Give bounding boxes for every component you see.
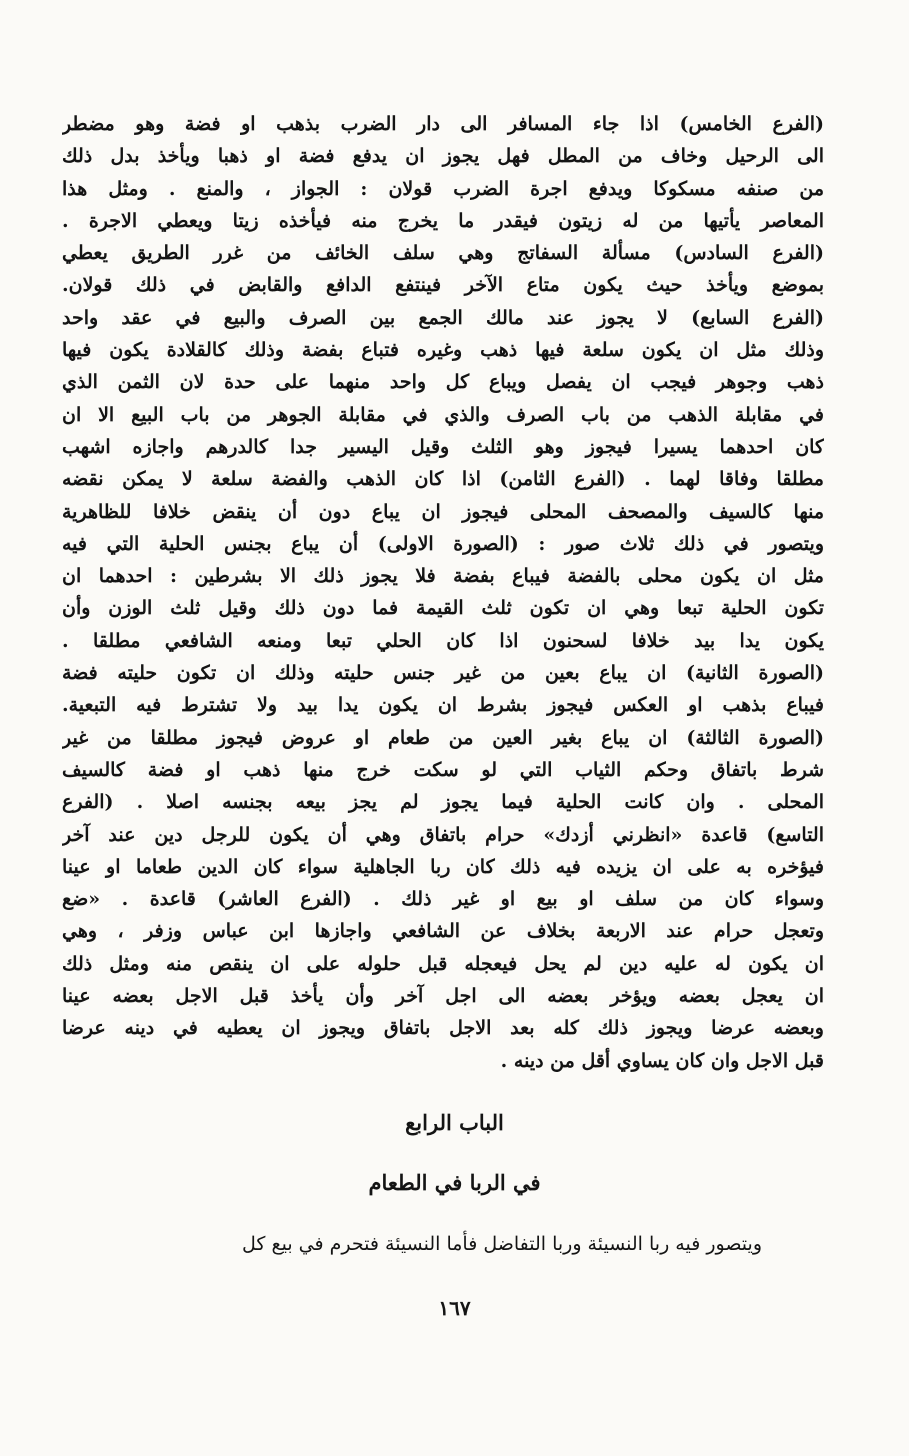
text-line: التاسع) قاعدة «انظرني أزدك» حرام باتفاق وهي أن يكون للرجل دين عند آخر <box>62 823 824 846</box>
text-line: الى الرحيل وخاف من المطل فهل يجوز ان يدفع فضة او ذهبا ويأخذ بدل ذلك <box>62 145 824 168</box>
trailing-paragraph <box>62 1228 762 1260</box>
text-line: ويتصور فيه ربا النسيئة وربا التفاضل فأما النسيئة فتحرم في بيع كل <box>242 1233 762 1255</box>
page-number: ١٦٧ <box>438 1296 471 1320</box>
body-text <box>62 108 824 1077</box>
text-line: قبل الاجل وان كان يساوي أقل من دينه . <box>500 1049 824 1072</box>
text-line: ان يكون له عليه دين لم يحل فيعجله قبل حلوله على ان ينقص منه ومثل ذلك <box>62 952 824 975</box>
text-line: فيباع بذهب او العكس فيجوز بشرط ان يكون يدا بيد ولا تشترط فيه التبعية. <box>62 694 824 717</box>
text-line: ويتصور في ذلك ثلاث صور : (الصورة الاولى) أن يباع بجنس الحلية التي فيه <box>62 532 824 555</box>
text-line: فيؤخره به على ان يزيده فيه ذلك كان ربا الجاهلية سواء كان الدين طعاما او عينا <box>62 855 824 878</box>
text-line: من صنفه مسكوكا ويدفع اجرة الضرب قولان : الجواز ، والمنع . ومثل هذا <box>62 177 824 200</box>
text-line: كان احدهما يسيرا فيجوز وهو الثلث وقيل اليسير جدا كالدرهم واجازه اشهب <box>62 435 824 458</box>
text-line: (الصورة الثانية) ان يباع بعين من غير جنس حليته وذلك ان تكون حليته فضة <box>62 662 824 685</box>
text-line: مطلقا وفاقا لهما . (الفرع الثامن) اذا كان الذهب والفضة سلعة لا يمكن نقضه <box>62 468 824 491</box>
text-line: (الفرع السادس) مسألة السفاتج وهي سلف الخائف من غرر الطريق يعطي <box>62 242 824 265</box>
text-line: المعاصر يأتيها من له زيتون فيقدر ما يخرج منه فيأخذه زيتا ويعطي الاجرة . <box>62 209 824 232</box>
text-line: في مقابلة الذهب من باب الصرف والذي في مقابلة الجوهر من باب البيع الا ان <box>62 403 824 426</box>
text-line: ان يعجل بعضه ويؤخر بعضه الى اجل آخر وأن يأخذ قبل الاجل بعضه عينا <box>62 985 824 1008</box>
text-line: تكون الحلية تبعا وهي ان تكون ثلث القيمة فما دون ذلك وقيل ثلث الوزن وأن <box>62 597 824 620</box>
text-line: ذهب وجوهر فيجب ان يفصل ويباع كل واحد منهما على حدة لان الثمن الذي <box>62 371 824 394</box>
text-line: المحلى . وان كانت الحلية فيما يجوز لم يجز بيعه بجنسه اصلا . (الفرع <box>62 791 824 814</box>
text-line: (الفرع الخامس) اذا جاء المسافر الى دار الضرب بذهب او فضة وهو مضطر <box>62 113 824 135</box>
chapter-subheading: في الربا في الطعام <box>368 1170 541 1195</box>
text-line: وسواء كان من سلف او بيع او غير ذلك . (الفرع العاشر) قاعدة . «ضع <box>62 888 824 911</box>
text-line: مثل ان يكون محلى بالفضة فيباع بفضة فلا يجوز ذلك الا بشرطين : احدهما ان <box>62 565 824 588</box>
text-line: يكون يدا بيد خلافا لسحنون اذا كان الحلي تبعا ومنعه الشافعي مطلقا . <box>62 629 824 652</box>
text-line: (الفرع السابع) لا يجوز عند مالك الجمع بين الصرف والبيع في عقد واحد <box>62 306 824 329</box>
text-line: بموضع ويأخذ حيث يكون متاع الآخر فينتفع الدافع والقابض في ذلك قولان. <box>62 274 824 297</box>
chapter-heading: الباب الرابع <box>405 1110 504 1135</box>
text-line: وبعضه عرضا ويجوز ذلك كله بعد الاجل باتفاق ويجوز ان يعطيه في دينه عرضا <box>62 1017 824 1040</box>
text-line: وذلك مثل ان يكون سلعة فيها ذهب وغيره فتباع بفضة وذلك كالقلادة يكون فيها <box>62 339 824 362</box>
text-line: وتعجل حرام عند الاربعة بخلاف عن الشافعي واجازها ابن عباس وزفر ، وهي <box>62 920 824 943</box>
text-line: (الصورة الثالثة) ان يباع بغير العين من طعام او عروض فيجوز مطلقا من غير <box>62 726 824 749</box>
text-line: منها كالسيف والمصحف المحلى فيجوز ان يباع دون أن ينقض خلافا للظاهرية <box>62 500 824 523</box>
text-line: شرط باتفاق وحكم الثياب التي لو سكت خرج منها ذهب او فضة كالسيف <box>62 758 824 781</box>
